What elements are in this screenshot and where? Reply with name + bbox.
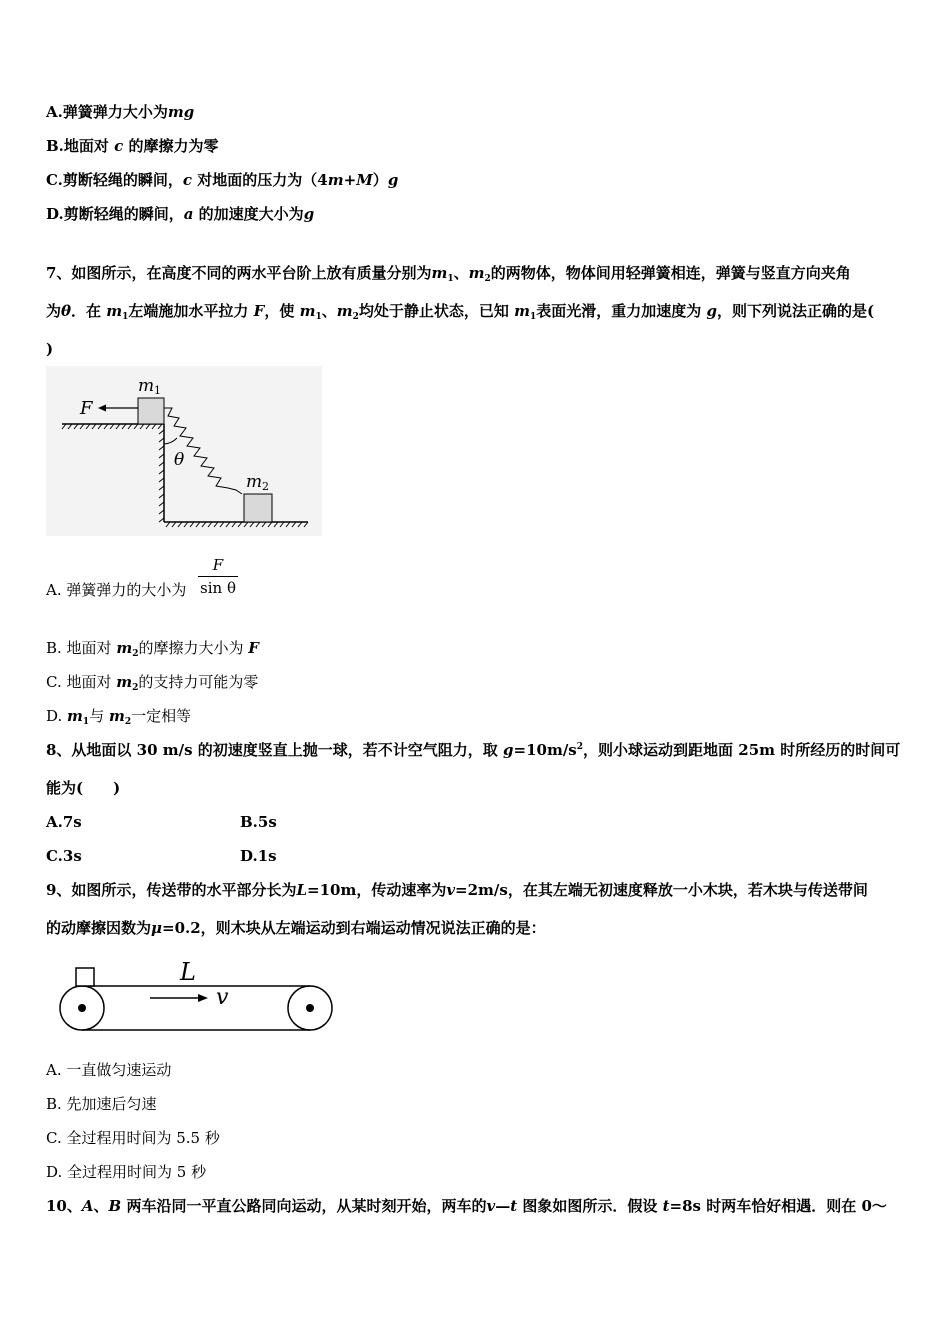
block-m2 [244, 494, 272, 522]
q8-option-a: A.7s [46, 813, 82, 831]
block-m1 [138, 398, 164, 424]
q9-option-b: B. 先加速后匀速 [46, 1095, 157, 1113]
svg-text:F: F [80, 398, 93, 419]
svg-text:2: 2 [262, 480, 269, 493]
q10-stem-line1: 10、A、B 两车沿同一平直公路同向运动，从某时刻开始，两车的v—t 图象如图所示．假设 t=8s 时两车恰好相遇．则在 0～ [46, 1197, 887, 1215]
q7-option-b: B. 地面对 $m_2$的摩擦力大小为 F [46, 639, 259, 659]
q6-option-c: C.剪断轻绳的瞬间，c 对地面的压力为（4m+M）g [46, 171, 399, 189]
svg-text:1: 1 [154, 384, 161, 397]
q7-stem-line1: 7、如图所示，在高度不同的两水平台阶上放有质量分别为$m_1$、$m_2$的两物体，物体间用轻弹簧相连，弹簧与竖直方向夹角 [46, 264, 851, 284]
q8-option-c: C.3s [46, 847, 82, 865]
svg-text:m: m [138, 376, 155, 396]
q9-conveyor-figure [56, 956, 338, 1036]
q8-option-d: D.1s [240, 847, 277, 865]
svg-text:L: L [180, 958, 196, 986]
q9-stem-line2: 的动摩擦因数为μ=0.2，则木块从左端运动到右端运动情况说法正确的是： [46, 919, 546, 937]
q8-stem-line2: 能为( ) [46, 779, 121, 797]
q7-figure [46, 366, 322, 536]
svg-text:θ: θ [174, 450, 185, 470]
q7-option-d: D. $m_1$与 $m_2$一定相等 [46, 707, 192, 727]
q6-option-d: D.剪断轻绳的瞬间，a 的加速度大小为g [46, 205, 315, 223]
q7-option-a: A. 弹簧弹力的大小为 [46, 581, 187, 599]
wood-block [76, 968, 94, 986]
svg-text:v: v [216, 985, 229, 1010]
q7-stem-line2: 为θ．在 $m_1$左端施加水平拉力 F，使 $m_1$、$m_2$均处于静止状态，已知 $m_1$表面光滑，重力加速度为 g，则下列说法正确的是( [46, 302, 875, 322]
q7-option-c: C. 地面对 $m_2$的支持力可能为零 [46, 673, 259, 693]
q9-option-d: D. 全过程用时间为 5 秒 [46, 1163, 207, 1181]
q7-option-a-fraction: F sin θ [197, 556, 239, 597]
q9-option-c: C. 全过程用时间为 5.5 秒 [46, 1129, 220, 1147]
q6-option-a: A.弹簧弹力大小为mg [46, 103, 195, 121]
q8-stem-line1: 8、从地面以 30 m/s 的初速度竖直上抛一球，若不计空气阻力，取 $g=10m/s^2$，则小球运动到距地面 25m 时所经历的时间可 [46, 741, 901, 759]
svg-text:m: m [246, 472, 263, 492]
q9-option-a: A. 一直做匀速运动 [46, 1061, 172, 1079]
q6-option-b: B.地面对 c 的摩擦力为零 [46, 137, 219, 155]
q7-stem-line3: ) [46, 340, 54, 358]
q9-stem-line1: 9、如图所示，传送带的水平部分长为L=10m，传动速率为v=2m/s，在其左端无初速度释放一小木块，若木块与传送带间 [46, 881, 868, 899]
q8-option-b: B.5s [240, 813, 277, 831]
